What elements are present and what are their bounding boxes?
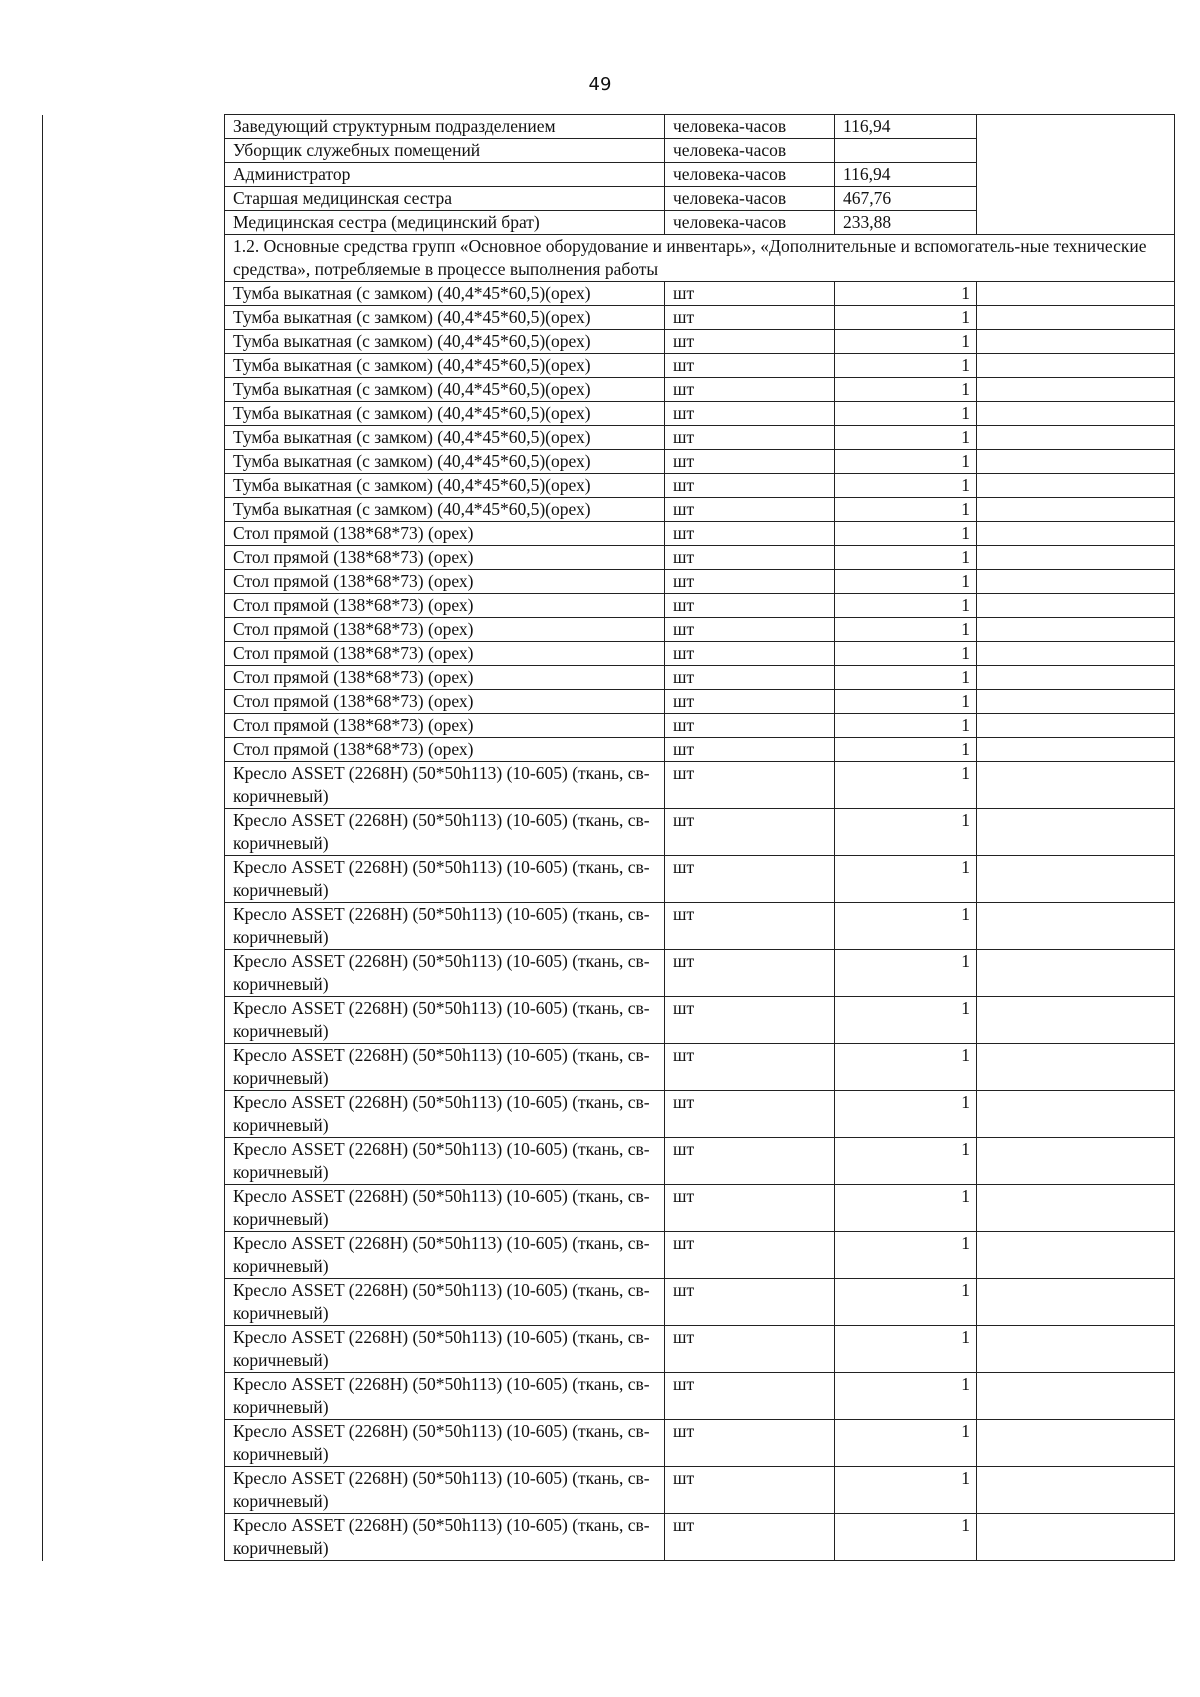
item-quantity: 1 bbox=[835, 426, 977, 450]
item-unit: шт bbox=[665, 1326, 835, 1373]
staff-name: Старшая медицинская сестра bbox=[225, 187, 665, 211]
item-empty-cell bbox=[977, 1514, 1175, 1561]
item-quantity: 1 bbox=[835, 354, 977, 378]
item-name: Кресло ASSET (2268H) (50*50h113) (10-605) (ткань, св-коричневый) bbox=[225, 1514, 665, 1561]
item-quantity: 1 bbox=[835, 762, 977, 809]
item-unit: шт bbox=[665, 282, 835, 306]
item-empty-cell bbox=[977, 1373, 1175, 1420]
item-empty-cell bbox=[977, 450, 1175, 474]
item-name: Кресло ASSET (2268H) (50*50h113) (10-605) (ткань, св-коричневый) bbox=[225, 1138, 665, 1185]
item-unit: шт bbox=[665, 1279, 835, 1326]
item-empty-cell bbox=[977, 330, 1175, 354]
item-empty-cell bbox=[977, 522, 1175, 546]
staff-empty-cell bbox=[977, 115, 1175, 235]
item-name: Тумба выкатная (с замком) (40,4*45*60,5)(орех) bbox=[225, 354, 665, 378]
item-name: Стол прямой (138*68*73) (орех) bbox=[225, 738, 665, 762]
item-unit: шт bbox=[665, 809, 835, 856]
staff-hours: 116,94 bbox=[835, 115, 977, 139]
item-empty-cell bbox=[977, 474, 1175, 498]
staff-name: Медицинская сестра (медицинский брат) bbox=[225, 211, 665, 235]
item-name: Кресло ASSET (2268H) (50*50h113) (10-605) (ткань, св-коричневый) bbox=[225, 1467, 665, 1514]
item-name: Стол прямой (138*68*73) (орех) bbox=[225, 570, 665, 594]
item-unit: шт bbox=[665, 997, 835, 1044]
item-quantity: 1 bbox=[835, 856, 977, 903]
item-empty-cell bbox=[977, 642, 1175, 666]
item-unit: шт bbox=[665, 1514, 835, 1561]
item-empty-cell bbox=[977, 378, 1175, 402]
item-name: Тумба выкатная (с замком) (40,4*45*60,5)(орех) bbox=[225, 450, 665, 474]
item-quantity: 1 bbox=[835, 1373, 977, 1420]
item-quantity: 1 bbox=[835, 474, 977, 498]
item-quantity: 1 bbox=[835, 1467, 977, 1514]
item-name: Тумба выкатная (с замком) (40,4*45*60,5)(орех) bbox=[225, 282, 665, 306]
item-name: Кресло ASSET (2268H) (50*50h113) (10-605) (ткань, св-коричневый) bbox=[225, 1326, 665, 1373]
item-empty-cell bbox=[977, 546, 1175, 570]
item-name: Тумба выкатная (с замком) (40,4*45*60,5)(орех) bbox=[225, 330, 665, 354]
item-quantity: 1 bbox=[835, 1420, 977, 1467]
item-empty-cell bbox=[977, 354, 1175, 378]
item-empty-cell bbox=[977, 997, 1175, 1044]
item-quantity: 1 bbox=[835, 282, 977, 306]
item-name: Кресло ASSET (2268H) (50*50h113) (10-605) (ткань, св-коричневый) bbox=[225, 809, 665, 856]
item-unit: шт bbox=[665, 570, 835, 594]
item-unit: шт bbox=[665, 618, 835, 642]
item-quantity: 1 bbox=[835, 1514, 977, 1561]
item-unit: шт bbox=[665, 354, 835, 378]
item-empty-cell bbox=[977, 1091, 1175, 1138]
item-name: Кресло ASSET (2268H) (50*50h113) (10-605) (ткань, св-коричневый) bbox=[225, 950, 665, 997]
item-unit: шт bbox=[665, 546, 835, 570]
item-quantity: 1 bbox=[835, 690, 977, 714]
item-quantity: 1 bbox=[835, 666, 977, 690]
item-quantity: 1 bbox=[835, 378, 977, 402]
item-quantity: 1 bbox=[835, 1232, 977, 1279]
item-empty-cell bbox=[977, 498, 1175, 522]
item-name: Кресло ASSET (2268H) (50*50h113) (10-605) (ткань, св-коричневый) bbox=[225, 1420, 665, 1467]
item-quantity: 1 bbox=[835, 498, 977, 522]
staff-hours: 467,76 bbox=[835, 187, 977, 211]
item-unit: шт bbox=[665, 1373, 835, 1420]
item-empty-cell bbox=[977, 426, 1175, 450]
item-unit: шт bbox=[665, 306, 835, 330]
item-name: Кресло ASSET (2268H) (50*50h113) (10-605) (ткань, св-коричневый) bbox=[225, 762, 665, 809]
item-unit: шт bbox=[665, 642, 835, 666]
item-empty-cell bbox=[977, 306, 1175, 330]
item-quantity: 1 bbox=[835, 950, 977, 997]
item-name: Кресло ASSET (2268H) (50*50h113) (10-605) (ткань, св-коричневый) bbox=[225, 1091, 665, 1138]
item-unit: шт bbox=[665, 1091, 835, 1138]
item-name: Кресло ASSET (2268H) (50*50h113) (10-605) (ткань, св-коричневый) bbox=[225, 1185, 665, 1232]
item-quantity: 1 bbox=[835, 570, 977, 594]
item-unit: шт bbox=[665, 1467, 835, 1514]
staff-name: Уборщик служебных помещений bbox=[225, 139, 665, 163]
item-unit: шт bbox=[665, 738, 835, 762]
staff-name: Заведующий структурным подразделением bbox=[225, 115, 665, 139]
staff-row bbox=[43, 115, 1175, 139]
item-unit: шт bbox=[665, 762, 835, 809]
staff-unit: человека-часов bbox=[665, 163, 835, 187]
item-unit: шт bbox=[665, 1185, 835, 1232]
item-empty-cell bbox=[977, 738, 1175, 762]
item-name: Тумба выкатная (с замком) (40,4*45*60,5)(орех) bbox=[225, 306, 665, 330]
item-empty-cell bbox=[977, 402, 1175, 426]
item-quantity: 1 bbox=[835, 1044, 977, 1091]
staff-unit: человека-часов bbox=[665, 211, 835, 235]
item-quantity: 1 bbox=[835, 546, 977, 570]
staff-hours: 233,88 bbox=[835, 211, 977, 235]
item-empty-cell bbox=[977, 570, 1175, 594]
item-name: Кресло ASSET (2268H) (50*50h113) (10-605) (ткань, св-коричневый) bbox=[225, 903, 665, 950]
item-empty-cell bbox=[977, 950, 1175, 997]
item-quantity: 1 bbox=[835, 618, 977, 642]
staff-name: Администратор bbox=[225, 163, 665, 187]
item-empty-cell bbox=[977, 618, 1175, 642]
item-quantity: 1 bbox=[835, 1279, 977, 1326]
item-name: Стол прямой (138*68*73) (орех) bbox=[225, 594, 665, 618]
item-unit: шт bbox=[665, 903, 835, 950]
item-unit: шт bbox=[665, 498, 835, 522]
item-empty-cell bbox=[977, 714, 1175, 738]
item-quantity: 1 bbox=[835, 450, 977, 474]
item-empty-cell bbox=[977, 1185, 1175, 1232]
staff-unit: человека-часов bbox=[665, 139, 835, 163]
item-empty-cell bbox=[977, 1279, 1175, 1326]
item-quantity: 1 bbox=[835, 1138, 977, 1185]
item-quantity: 1 bbox=[835, 903, 977, 950]
item-unit: шт bbox=[665, 522, 835, 546]
item-empty-cell bbox=[977, 762, 1175, 809]
item-name: Тумба выкатная (с замком) (40,4*45*60,5)(орех) bbox=[225, 378, 665, 402]
item-unit: шт bbox=[665, 856, 835, 903]
item-unit: шт bbox=[665, 1138, 835, 1185]
item-name: Стол прямой (138*68*73) (орех) bbox=[225, 642, 665, 666]
item-empty-cell bbox=[977, 594, 1175, 618]
staff-hours: 116,94 bbox=[835, 163, 977, 187]
item-empty-cell bbox=[977, 1232, 1175, 1279]
item-unit: шт bbox=[665, 474, 835, 498]
item-empty-cell bbox=[977, 1326, 1175, 1373]
item-quantity: 1 bbox=[835, 306, 977, 330]
item-name: Стол прямой (138*68*73) (орех) bbox=[225, 618, 665, 642]
page-number: 49 bbox=[588, 74, 612, 95]
item-empty-cell bbox=[977, 666, 1175, 690]
item-name: Кресло ASSET (2268H) (50*50h113) (10-605) (ткань, св-коричневый) bbox=[225, 997, 665, 1044]
item-unit: шт bbox=[665, 1044, 835, 1091]
item-quantity: 1 bbox=[835, 997, 977, 1044]
item-empty-cell bbox=[977, 1467, 1175, 1514]
item-name: Кресло ASSET (2268H) (50*50h113) (10-605) (ткань, св-коричневый) bbox=[225, 1373, 665, 1420]
item-quantity: 1 bbox=[835, 1091, 977, 1138]
item-name: Тумба выкатная (с замком) (40,4*45*60,5)(орех) bbox=[225, 474, 665, 498]
item-unit: шт bbox=[665, 666, 835, 690]
item-name: Стол прямой (138*68*73) (орех) bbox=[225, 666, 665, 690]
left-blank-column bbox=[43, 115, 225, 1561]
item-quantity: 1 bbox=[835, 809, 977, 856]
staff-unit: человека-часов bbox=[665, 187, 835, 211]
item-empty-cell bbox=[977, 690, 1175, 714]
item-empty-cell bbox=[977, 282, 1175, 306]
item-name: Стол прямой (138*68*73) (орех) bbox=[225, 546, 665, 570]
item-unit: шт bbox=[665, 714, 835, 738]
item-unit: шт bbox=[665, 330, 835, 354]
item-quantity: 1 bbox=[835, 714, 977, 738]
item-name: Стол прямой (138*68*73) (орех) bbox=[225, 522, 665, 546]
item-unit: шт bbox=[665, 690, 835, 714]
item-unit: шт bbox=[665, 1232, 835, 1279]
item-unit: шт bbox=[665, 594, 835, 618]
item-empty-cell bbox=[977, 1044, 1175, 1091]
item-unit: шт bbox=[665, 402, 835, 426]
item-unit: шт bbox=[665, 378, 835, 402]
item-quantity: 1 bbox=[835, 738, 977, 762]
item-unit: шт bbox=[665, 950, 835, 997]
item-quantity: 1 bbox=[835, 1185, 977, 1232]
item-empty-cell bbox=[977, 1138, 1175, 1185]
staff-unit: человека-часов bbox=[665, 115, 835, 139]
item-unit: шт bbox=[665, 426, 835, 450]
item-quantity: 1 bbox=[835, 330, 977, 354]
item-name: Кресло ASSET (2268H) (50*50h113) (10-605) (ткань, св-коричневый) bbox=[225, 1044, 665, 1091]
item-unit: шт bbox=[665, 450, 835, 474]
item-empty-cell bbox=[977, 856, 1175, 903]
item-name: Стол прямой (138*68*73) (орех) bbox=[225, 714, 665, 738]
item-unit: шт bbox=[665, 1420, 835, 1467]
section-heading: 1.2. Основные средства групп «Основное оборудование и инвентарь», «Дополнительные и вспомогатель-ные технические средства», потребляемые в процессе выполнения работы bbox=[225, 235, 1175, 282]
item-name: Тумба выкатная (с замком) (40,4*45*60,5)(орех) bbox=[225, 426, 665, 450]
item-name: Кресло ASSET (2268H) (50*50h113) (10-605) (ткань, св-коричневый) bbox=[225, 856, 665, 903]
item-name: Кресло ASSET (2268H) (50*50h113) (10-605) (ткань, св-коричневый) bbox=[225, 1232, 665, 1279]
resources-table bbox=[42, 114, 1175, 1561]
item-quantity: 1 bbox=[835, 642, 977, 666]
item-empty-cell bbox=[977, 1420, 1175, 1467]
item-name: Стол прямой (138*68*73) (орех) bbox=[225, 690, 665, 714]
resources-table-body bbox=[43, 115, 1175, 1561]
item-quantity: 1 bbox=[835, 402, 977, 426]
item-empty-cell bbox=[977, 903, 1175, 950]
item-name: Кресло ASSET (2268H) (50*50h113) (10-605) (ткань, св-коричневый) bbox=[225, 1279, 665, 1326]
item-quantity: 1 bbox=[835, 1326, 977, 1373]
item-name: Тумба выкатная (с замком) (40,4*45*60,5)(орех) bbox=[225, 498, 665, 522]
item-quantity: 1 bbox=[835, 594, 977, 618]
staff-hours bbox=[835, 139, 977, 163]
item-quantity: 1 bbox=[835, 522, 977, 546]
item-name: Тумба выкатная (с замком) (40,4*45*60,5)(орех) bbox=[225, 402, 665, 426]
item-empty-cell bbox=[977, 809, 1175, 856]
